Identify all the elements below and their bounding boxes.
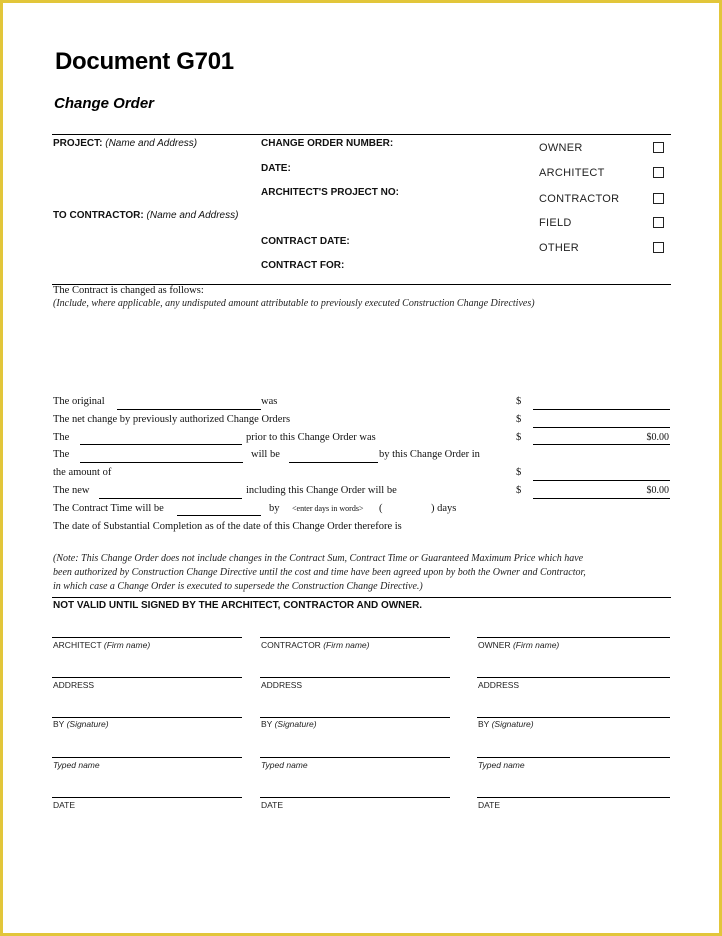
summary-by-this-change: by this Change Order in — [379, 449, 480, 460]
summary-will-be: will be — [251, 449, 280, 460]
original-sum-line[interactable] — [117, 409, 261, 410]
currency-symbol: $ — [516, 396, 522, 407]
contractor-signature-line[interactable] — [260, 717, 450, 718]
field-checkbox[interactable] — [653, 217, 664, 228]
architect-date-label: DATE — [53, 800, 76, 810]
note-divider — [52, 597, 671, 598]
owner-by-label — [478, 719, 534, 729]
change-direction-line[interactable] — [289, 462, 378, 463]
summary-original-label: The original — [53, 396, 105, 407]
prior-amount-line[interactable] — [533, 444, 670, 445]
contract-for-field[interactable]: CONTRACT FOR: — [261, 260, 345, 271]
architect-checkbox[interactable] — [653, 167, 664, 178]
firm-hint: (Firm name) — [323, 640, 370, 650]
architect-firm-line[interactable] — [52, 637, 242, 638]
other-checkbox[interactable] — [653, 242, 664, 253]
header-divider — [52, 134, 671, 135]
currency-symbol: $ — [516, 485, 522, 496]
new-amount-line[interactable] — [533, 498, 670, 499]
project-field[interactable] — [53, 138, 197, 149]
owner-typed-name-line[interactable] — [477, 757, 670, 758]
firm-hint: (Firm name) — [103, 640, 151, 650]
days-in-words-hint[interactable]: <enter days in words> — [292, 504, 364, 513]
new-amount-value: $0.00 — [646, 485, 669, 496]
contract-changes-intro: The Contract is changed as follows: — [53, 285, 204, 296]
summary-time-label: The Contract Time will be — [53, 503, 164, 514]
distribution-architect-label: ARCHITECT — [539, 167, 605, 179]
days-open-paren: ( — [379, 503, 383, 514]
change-amount-line[interactable] — [533, 480, 670, 481]
project-label: PROJECT: — [53, 138, 103, 149]
contractor-firm-line[interactable] — [260, 637, 450, 638]
distribution-owner-label: OWNER — [539, 142, 583, 154]
architects-project-no-field[interactable]: ARCHITECT'S PROJECT NO: — [261, 187, 399, 198]
contractor-date-label: DATE — [261, 800, 284, 810]
contractor-by-label — [261, 719, 317, 729]
currency-symbol: $ — [516, 414, 522, 425]
to-contractor-field[interactable] — [53, 210, 238, 221]
date-field[interactable]: DATE: — [261, 163, 291, 174]
signature-notice: NOT VALID UNTIL SIGNED BY THE ARCHITECT, CONTRACTOR AND OWNER. — [53, 600, 423, 611]
note-line-2: been authorized by Construction Change Directive until the cost and time have been agreed upon by both the Owner and Contractor, — [53, 567, 586, 578]
prior-sum-line[interactable] — [80, 444, 242, 445]
architect-by-label — [53, 719, 109, 729]
contractor-date-line[interactable] — [260, 797, 450, 798]
owner-firm-label — [478, 640, 559, 650]
architect-address-line[interactable] — [52, 677, 242, 678]
by-label: BY — [261, 719, 273, 729]
contractor-firm-label — [261, 640, 369, 650]
contractor-party-label: CONTRACTOR — [261, 640, 321, 650]
contractor-address-label: ADDRESS — [261, 680, 303, 690]
by-label: BY — [478, 719, 490, 729]
new-sum-line[interactable] — [99, 498, 242, 499]
summary-amount-of: the amount of — [53, 467, 112, 478]
architect-signature-line[interactable] — [52, 717, 242, 718]
distribution-contractor-label: CONTRACTOR — [539, 193, 620, 205]
owner-date-line[interactable] — [477, 797, 670, 798]
distribution-other-label: OTHER — [539, 242, 579, 254]
summary-new-text: including this Change Order will be — [246, 485, 397, 496]
distribution-field-label: FIELD — [539, 217, 572, 229]
architect-typed-name-label: Typed name — [53, 760, 100, 770]
summary-prior-text: prior to this Change Order was — [246, 432, 376, 443]
owner-party-label: OWNER — [478, 640, 511, 650]
summary-prior-label: The — [53, 432, 70, 443]
currency-symbol: $ — [516, 432, 522, 443]
summary-new-label: The new — [53, 485, 90, 496]
contractor-checkbox[interactable] — [653, 193, 664, 204]
net-change-amount-line[interactable] — [533, 427, 670, 428]
owner-checkbox[interactable] — [653, 142, 664, 153]
architect-firm-label — [53, 640, 150, 650]
summary-original-was: was — [261, 396, 278, 407]
document-page — [3, 3, 719, 933]
change-sum-line[interactable] — [80, 462, 243, 463]
change-order-number-field[interactable]: CHANGE ORDER NUMBER: — [261, 138, 394, 149]
summary-days: ) days — [431, 503, 457, 514]
contractor-typed-name-label: Typed name — [261, 760, 308, 770]
page-subtitle: Change Order — [54, 95, 155, 112]
signature-hint: (Signature) — [274, 719, 317, 729]
owner-firm-line[interactable] — [477, 637, 670, 638]
contractor-typed-name-line[interactable] — [260, 757, 450, 758]
contract-changes-text-area[interactable] — [53, 313, 665, 388]
summary-net-change-label: The net change by previously authorized Change Orders — [53, 414, 291, 425]
currency-symbol: $ — [516, 467, 522, 478]
contract-date-field[interactable]: CONTRACT DATE: — [261, 236, 350, 247]
by-label: BY — [53, 719, 65, 729]
note-line-1: (Note: This Change Order does not include changes in the Contract Sum, Contract Time or Guaranteed Maximum Price which have — [53, 553, 584, 564]
owner-signature-line[interactable] — [477, 717, 670, 718]
architect-date-line[interactable] — [52, 797, 242, 798]
to-contractor-label: TO CONTRACTOR: — [53, 210, 144, 221]
architect-party-label: ARCHITECT — [53, 640, 102, 650]
note-line-3: in which case a Change Order is executed to supersede the Construction Change Directive.) — [53, 581, 423, 592]
owner-address-line[interactable] — [477, 677, 670, 678]
page-title: Document G701 — [55, 48, 234, 75]
prior-amount-value: $0.00 — [646, 432, 669, 443]
architect-address-label: ADDRESS — [53, 680, 95, 690]
original-amount-line[interactable] — [533, 409, 670, 410]
summary-completion-label: The date of Substantial Completion as of the date of this Change Order therefore is — [53, 521, 402, 532]
signature-hint: (Signature) — [66, 719, 109, 729]
summary-time-by: by — [269, 503, 280, 514]
time-direction-line[interactable] — [177, 515, 261, 516]
to-contractor-hint: (Name and Address) — [146, 210, 239, 221]
signature-hint: (Signature) — [491, 719, 534, 729]
owner-typed-name-label: Typed name — [478, 760, 525, 770]
owner-date-label: DATE — [478, 800, 501, 810]
summary-change-label: The — [53, 449, 70, 460]
firm-hint: (Firm name) — [512, 640, 560, 650]
contract-changes-hint: (Include, where applicable, any undisputed amount attributable to previously executed Construction Change Directives) — [53, 298, 535, 309]
project-hint: (Name and Address) — [105, 138, 198, 149]
owner-address-label: ADDRESS — [478, 680, 520, 690]
architect-typed-name-line[interactable] — [52, 757, 242, 758]
contractor-address-line[interactable] — [260, 677, 450, 678]
